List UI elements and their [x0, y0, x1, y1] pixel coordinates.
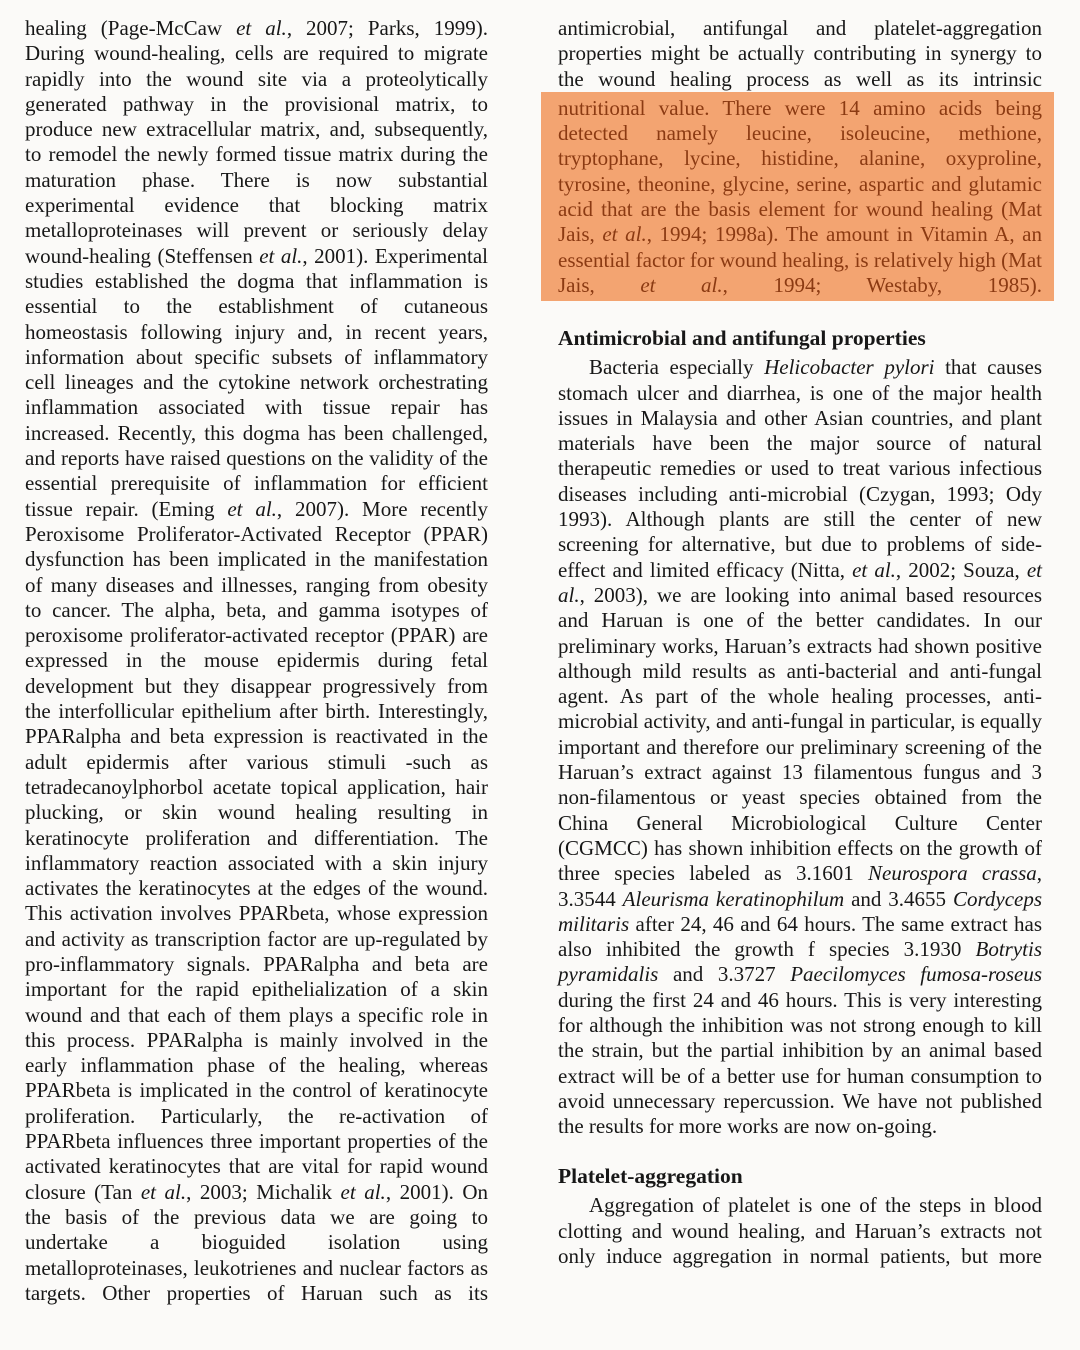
section-heading-antimicrobial: Antimicrobial and antifungal properties — [558, 326, 926, 351]
right-column — [558, 16, 1042, 1350]
section-heading-platelet: Platelet-aggregation — [558, 1164, 743, 1189]
highlighted-passage: nutritional value. There were 14 amino acids being detected namely leucine, isoleucine, methione, tryptophane, lycine, histidine, alanine, oxyproline, tyrosine, theonine, glycine, serine, aspartic and glutamic acid that are the basis element for wound healing (Mat Jais, et al., 1994; 1998a). The amount in Vitamin A, an essential factor for wound healing, is relatively high (Mat Jais, et al., 1994; Westaby, 1985). — [541, 92, 1054, 301]
antimicrobial-paragraph: Bacteria especially Helicobacter pylori that causes stomach ulcer and diarrhea, is one of the major health issues in Malaysia and other Asian countries, and plant materials have been the major source of natural therapeutic remedies or used to treat various infectious diseases including anti-microbial (Czygan, 1993; Ody 1993). Although plants are still the center of new screening for alternative, but due to problems of side-effect and limited efficacy (Nitta, et al., 2002; Souza, et al., 2003), we are looking into animal based resources and Haruan is one of the better candidates. In our preliminary works, Haruan’s extracts had shown positive although mild results as anti-bacterial and anti-fungal agent. As part of the whole healing processes, anti-microbial activity, and anti-fungal in particular, is equally important and therefore our preliminary screening of the Haruan’s extract against 13 filamentous fungus and 3 non-filamentous or yeast species obtained from the China General Microbiological Culture Center (CGMCC) has shown inhibition effects on the growth of three species labeled as 3.1601 Neurospora crassa, 3.3544 Aleurisma keratinophilum and 3.4655 Cordyceps militaris after 24, 46 and 64 hours. The same extract has also inhibited the growth f species 3.1930 Botrytis pyramidalis and 3.3727 Paecilomyces fumosa-roseus during the first 24 and 46 hours. This is very interesting for although the inhibition was not strong enough to kill the strain, but the partial inhibition by an animal based extract will be of a better use for human consumption to avoid unnecessary repercussion. We have not published the results for more works are now on-going. — [558, 355, 1043, 1139]
intro-paragraph: antimicrobial, antifungal and platelet-aggregation properties might be actually contributing in synergy to the wound healing process as well as its intrinsic — [558, 16, 1042, 91]
left-column — [25, 16, 488, 1350]
left-column-paragraph: healing (Page-McCaw et al., 2007; Parks, 1999). During wound-healing, cells are required to migrate rapidly into the wound site via a proteolytically generated pathway in the provisional matrix, to produce new extracellular matrix, and, subsequently, to remodel the newly formed tissue matrix during the maturation phase. There is now substantial experimental evidence that blocking matrix metalloproteinases will prevent or seriously delay wound-healing (Steffensen et al., 2001). Experimental studies established the dogma that inflammation is essential to the establishment of cutaneous homeostasis following injury and, in recent years, information about specific subsets of inflammatory cell lineages and the cytokine network orchestrating inflammation associated with tissue repair has increased. Recently, this dogma has been challenged, and reports have raised questions on the validity of the essential prerequisite of inflammation for efficient tissue repair. (Eming et al., 2007). More recently Peroxisome Proliferator-Activated Receptor (PPAR) dysfunction has been implicated in the manifestation of many diseases and illnesses, ranging from obesity to cancer. The alpha, beta, and gamma isotypes of peroxisome proliferator-activated receptor (PPAR) are expressed in the mouse epidermis during fetal development but they disappear progressively from the interfollicular epithelium after birth. Interestingly, PPARalpha and beta expression is reactivated in the adult epidermis after various stimuli -such as tetradecanoylphorbol acetate topical application, hair plucking, or skin wound healing resulting in keratinocyte proliferation and differentiation. The inflammatory reaction associated with a skin injury activates the keratinocytes at the edges of the wound. This activation involves PPARbeta, whose expression and activity as transcription factor are up-regulated by pro-inflammatory signals. PPARalpha and beta are important for the rapid epithelialization of a skin wound and that each of them plays a specific role in this process. PPARalpha is mainly involved in the early inflammation phase of the healing, whereas PPARbeta is implicated in the control of keratinocyte proliferation. Particularly, the re-activation of PPARbeta influences three important properties of the activated keratinocytes that are vital for rapid wound closure (Tan et al., 2003; Michalik et al., 2001). On the basis of the previous data we are going to undertake a bioguided isolation using metalloproteinases, leukotrienes and nuclear factors as targets. Other properties of Haruan such as its — [25, 16, 489, 1305]
platelet-paragraph: Aggregation of platelet is one of the steps in blood clotting and wound healing, and Haruan’s extracts not only induce aggregation in normal patients, but more — [558, 1193, 1042, 1269]
